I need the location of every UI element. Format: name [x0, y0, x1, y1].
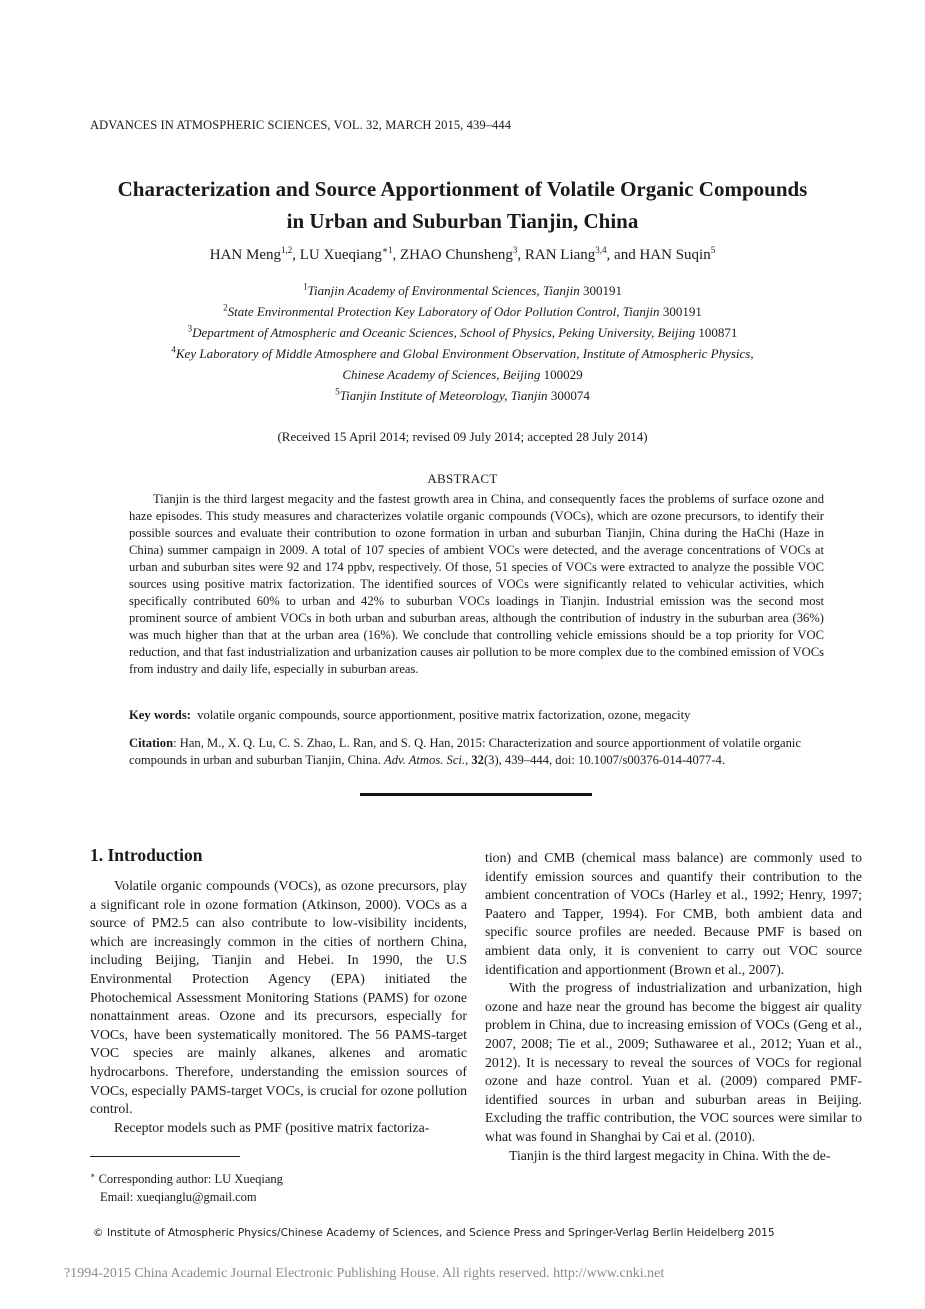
citation-label: Citation: [129, 736, 174, 750]
footnote-author: [90, 1167, 283, 1188]
affiliation-2-mark: 2: [223, 302, 228, 313]
affiliation-4-code: 100029: [543, 367, 583, 382]
affiliation-2-text: State Environmental Protection Key Laboratory of Odor Pollution Control, Tianjin: [227, 304, 660, 319]
author-4: RAN Liang: [524, 247, 596, 263]
footnote-email: Email: xueqianglu@gmail.com: [100, 1190, 257, 1205]
affiliation-4-text-2: Chinese Academy of Sciences, Beijing: [342, 367, 541, 382]
affiliation-4-cont: [60, 364, 865, 385]
keywords: Key words: volatile organic compounds, source apportionment, positive matrix factorization, ozone, megacity: [129, 708, 691, 722]
title-line-1: Characterization and Source Apportionment of Volatile Organic Compounds: [117, 177, 808, 201]
abstract-text: Tianjin is the third largest megacity and the fastest growth area in China, and consequently faces the problems of surface ozone and haze episodes. This study measures and characterizes volatile organic compounds (VOCs), which are ozone precursors, to identify their possible sources and evaluate their contribution to ozone formation in urban and suburban Tianjin, China during the HaChi (Haze in China) summer campaign in 2009. A total of 107 species of ambient VOCs were detected, and the average concentrations of VOCs at urban and suburban sites were 92 and 174 ppbv, respectively. Of those, 51 species of VOCs were extracted to analyze the possible VOC sources using positive matrix factorization. The identified sources of VOCs were significantly related to vehicular activities, which specifically contributed 60% to urban and 42% to suburban VOCs loadings in Tianjin. Industrial emission was the second most prominent source of ambient VOCs in both urban and suburban areas, although the contribution of industry in the suburban area (36%) was much higher than that at the urban area (16%). We conclude that controlling vehicle emissions should be a top priority for VOC reduction, and that fast industrialization and urbanization causes air pollution to be more complex due to the combined emission of VOCs from industry and daily life, especially in suburban areas.: [129, 492, 824, 676]
journal-header: ADVANCES IN ATMOSPHERIC SCIENCES, VOL. 32, MARCH 2015, 439–444: [90, 118, 512, 132]
footnote: [90, 1167, 283, 1206]
keywords-label: Key words: [129, 708, 187, 722]
affiliation-4: [60, 343, 865, 364]
affiliations: [60, 280, 865, 406]
author-conjunction: and: [614, 247, 640, 263]
left-column: [90, 877, 467, 1137]
affiliation-1-text: Tianjin Academy of Environmental Sciences, Tianjin: [307, 283, 580, 298]
affiliation-5-mark: 5: [335, 386, 340, 397]
intro-paragraph-3: With the progress of industrialization and urbanization, high ozone and haze near the ground has become the biggest air quality problem in China, due to increasing emission of VOCs (Geng et al., 2007, 2008; Tie et al., 2009; Suthawaree et al., 2012; Yuan et al., 2012). It is necessary to reveal the sources of VOCs for regional ozone and haze control. Yuan et al. (2009) compared PMF-identified sources in urban and suburban areas in Beijing. Excluding the traffic contribution, the VOC sources were similar to what was found in Shanghai by Cai et al. (2010).: [485, 980, 862, 1144]
citation-volume: 32: [471, 753, 484, 767]
abstract-heading: ABSTRACT: [427, 471, 498, 486]
affiliation-1: [60, 280, 865, 301]
section-divider: [360, 793, 592, 796]
footnote-mark: ∗: [90, 1171, 96, 1180]
author-2-affil: ∗1: [381, 245, 393, 255]
section-heading-introduction: 1. Introduction: [90, 845, 203, 865]
author-list: HAN Meng$^{1,2}$, LU Xueqiang$^{∗1}$, ZHAO Chunsheng$^3$, RAN Liang$^{3,4}$, and HAN Suqin$^5$: [209, 245, 716, 263]
author-5-affil: 5: [710, 245, 716, 255]
author-3: ZHAO Chunsheng: [399, 247, 513, 263]
author-4-affil: 3,4: [595, 245, 607, 255]
keywords-text: volatile organic compounds, source apportionment, positive matrix factorization, ozone, megacity: [197, 708, 691, 722]
affiliation-3: [60, 322, 865, 343]
intro-paragraph-2: Receptor models such as PMF (positive matrix factoriza-: [114, 1119, 430, 1135]
author-2: LU Xueqiang: [299, 247, 382, 263]
affiliation-2: [60, 301, 865, 322]
citation-journal: Adv. Atmos. Sci.: [384, 753, 466, 767]
intro-paragraph-1: Volatile organic compounds (VOCs), as ozone precursors, play a significant role in ozone formation (Atkinson, 2000). VOCs as a source of PM2.5 can also contribute to low-visibility incidents, which are increasingly common in the cities of northern China, including Beijing, Tianjin and Hebei. In 1990, the U.S Environmental Protection Agency (EPA) initiated the Photochemical Assessment Monitoring Stations (PAMS) for ozone nonattainment areas. Ozone and its precursors, especially for VOCs, have been systematically monitored. The 56 PAMS-target VOC species are mainly alkanes, alkenes and aromatic hydrocarbons. Therefore, understanding the emission sources of VOCs, especially PAMS-target VOCs, is crucial for ozone pollution control.: [90, 878, 467, 1117]
affiliation-4-text: Key Laboratory of Middle Atmosphere and Global Environment Observation, Institute of Atmospheric Physics,: [175, 346, 754, 361]
affiliation-1-mark: 1: [303, 281, 308, 292]
affiliation-5-code: 300074: [550, 388, 590, 403]
affiliation-4-mark: 4: [171, 344, 176, 355]
footnote-divider: [90, 1156, 240, 1157]
affiliation-3-text: Department of Atmospheric and Oceanic Sciences, School of Physics, Peking University, Beijing: [192, 325, 696, 340]
right-column: [485, 849, 862, 1165]
paper-title: [60, 173, 865, 237]
affiliation-5: [60, 385, 865, 406]
author-3-affil: 3: [512, 245, 518, 255]
received-dates: (Received 15 April 2014; revised 09 July 2014; accepted 28 July 2014): [277, 429, 648, 444]
author-1-affil: 1,2: [281, 245, 293, 255]
footnote-author-text: Corresponding author: LU Xueqiang: [98, 1172, 283, 1187]
affiliation-2-code: 300191: [662, 304, 702, 319]
cnki-watermark: ?1994-2015 China Academic Journal Electronic Publishing House. All rights reserved. http://www.cnki.net: [64, 1266, 665, 1281]
author-5: HAN Suqin: [639, 247, 711, 263]
author-1: HAN Meng: [209, 247, 282, 263]
copyright-notice: © Institute of Atmospheric Physics/Chinese Academy of Sciences, and Science Press and Springer-Verlag Berlin Heidelberg 2015: [93, 1227, 775, 1239]
affiliation-3-code: 100871: [698, 325, 738, 340]
citation: Citation: Han, M., X. Q. Lu, C. S. Zhao, L. Ran, and S. Q. Han, 2015: Characterization and source apportionment of volatile organic compounds in urban and suburban Tianjin, China. Adv. Atmos. Sci., 32(3), 439–444, doi: 10.1007/s00376-014-4077-4.: [129, 736, 802, 767]
citation-rest: (3), 439–444, doi: 10.1007/s00376-014-4077-4.: [483, 753, 725, 767]
affiliation-1-code: 300191: [583, 283, 622, 298]
affiliation-3-mark: 3: [187, 323, 193, 334]
citation-text: Han, M., X. Q. Lu, C. S. Zhao, L. Ran, and S. Q. Han, 2015: Characterization and source apportionment of volatile organic compounds in urban and suburban Tianjin, China.: [129, 736, 802, 767]
affiliation-5-text: Tianjin Institute of Meteorology, Tianjin: [339, 388, 548, 403]
intro-paragraph-2-cont: tion) and CMB (chemical mass balance) are commonly used to identify emission sources and quantify their contribution to the ambient concentration of VOCs (Harley et al., 1992; Henry, 1997; Paatero and Tapper, 1994). For CMB, both ambient data and specific source profiles are needed. Because PMF is based on ambient data only, it is convenient to carry out VOC source identification and apportionment (Brown et al., 2007).: [485, 850, 862, 977]
intro-paragraph-4: Tianjin is the third largest megacity in China. With the de-: [509, 1147, 831, 1163]
title-line-2: in Urban and Suburban Tianjin, China: [286, 209, 639, 233]
